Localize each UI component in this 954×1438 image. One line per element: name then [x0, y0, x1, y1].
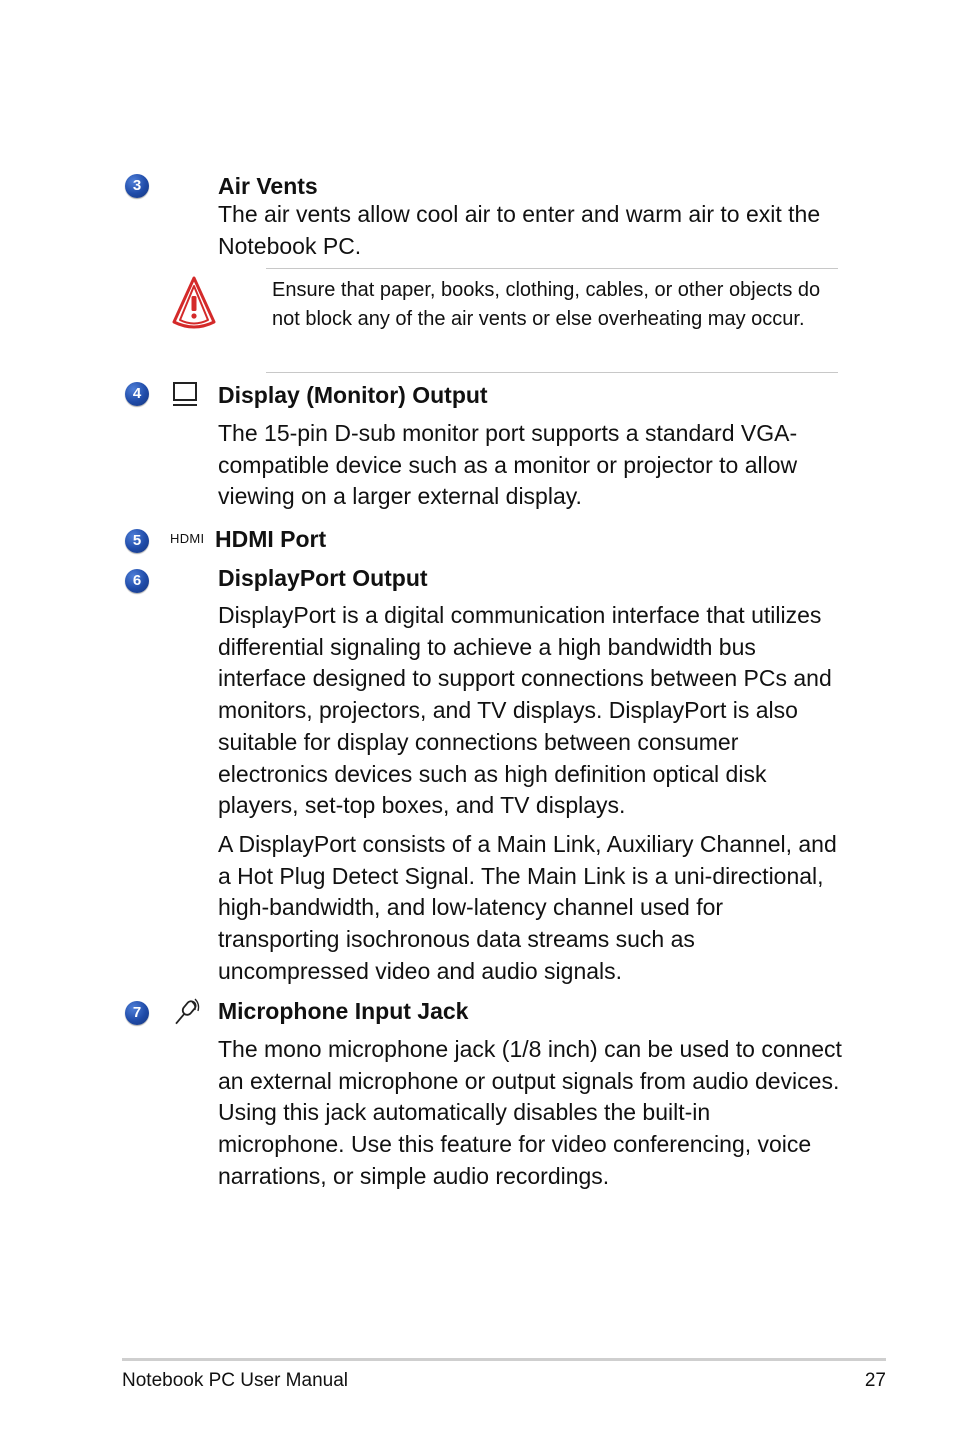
- hdmi-icon: HDMI: [170, 531, 205, 546]
- displayport-description-2: A DisplayPort consists of a Main Link, Auxiliary Channel, and a Hot Plug Detect Signal. The Main Link is a uni-directional, high-bandwidth, and low-latency channel used for transporting isochronous data streams such as uncompressed video and audio signals.: [218, 831, 837, 984]
- warning-top-rule: [266, 268, 838, 269]
- warning-note: Ensure that paper, books, clothing, cables, or other objects do not block any of the air vents or else overheating may occur.: [272, 279, 821, 330]
- section-number-badge: 5: [125, 529, 149, 553]
- microphone-icon: [168, 996, 202, 1030]
- section-title-hdmi-port: HDMI Port: [215, 526, 327, 552]
- microphone-jack-description: The mono microphone jack (1/8 inch) can be used to connect an external microphone or output signals from audio devices. Using this jack automatically disables the built-in microphone. Use this feature for video conferencing, voice narrations, or simple audio recordings.: [218, 1036, 842, 1189]
- section-title-air-vents: Air Vents: [218, 173, 318, 199]
- footer-title: Notebook PC User Manual: [122, 1370, 348, 1391]
- section-number-badge: 4: [125, 382, 149, 406]
- section-number-badge: 3: [125, 174, 149, 198]
- air-vents-description: The air vents allow cool air to enter and warm air to exit the Notebook PC.: [218, 201, 821, 259]
- displayport-description-1: DisplayPort is a digital communication interface that utilizes differential signaling to achieve a high bandwidth bus interface designed to support connections between PCs and monitors, projectors, and TV displays. DisplayPort is also suitable for display connections between consumer electronics devices such as high definition optical disk players, set-top boxes, and TV displays.: [218, 602, 832, 819]
- section-number-badge: 6: [125, 569, 149, 593]
- warning-icon: [168, 274, 220, 332]
- display-output-description: The 15-pin D-sub monitor port supports a standard VGA-compatible device such as a monitor or projector to allow viewing on a larger external display.: [218, 420, 798, 510]
- warning-bottom-rule: [266, 372, 838, 373]
- section-number-badge: 7: [125, 1001, 149, 1025]
- section-title-microphone-jack: Microphone Input Jack: [218, 998, 469, 1024]
- section-title-display-output: Display (Monitor) Output: [218, 382, 488, 408]
- monitor-icon: [170, 381, 200, 409]
- section-title-displayport-output: DisplayPort Output: [218, 565, 428, 591]
- page-number: 27: [864, 1370, 886, 1391]
- footer-rule: [122, 1358, 886, 1361]
